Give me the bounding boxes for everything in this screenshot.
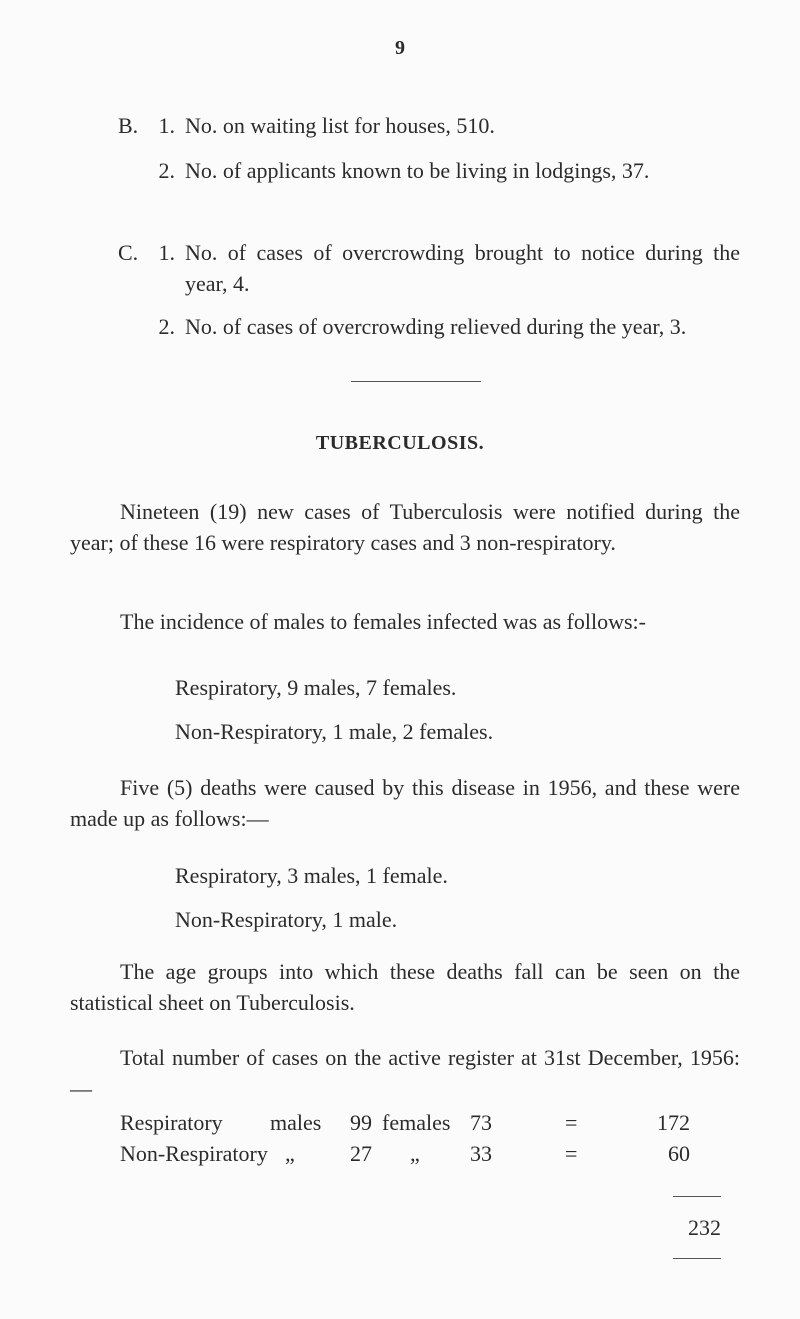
- incidence-line: Non-Respiratory, 1 male, 2 females.: [175, 719, 494, 744]
- grand-total: 232: [688, 1215, 721, 1240]
- table-row: [120, 1107, 720, 1138]
- item-text: No. of cases of overcrowding relieved during the year, 3.: [185, 314, 687, 339]
- page-number: 9: [395, 37, 405, 59]
- section-heading: TUBERCULOSIS.: [315, 432, 485, 454]
- paragraph-deaths: Five (5) deaths were caused by this disease in 1956, and these were made up as follows:—: [70, 775, 740, 831]
- section-letter: C.: [118, 240, 139, 265]
- males-value: 27: [350, 1141, 372, 1166]
- row-label: Respiratory: [120, 1110, 223, 1135]
- equals-sign: =: [565, 1110, 578, 1135]
- item-number: 1.: [158, 113, 175, 138]
- deaths-line: Non-Respiratory, 1 male.: [175, 907, 398, 932]
- item-text: No. on waiting list for houses, 510.: [185, 113, 495, 138]
- item-number: 2.: [158, 158, 175, 183]
- males-label: males: [270, 1110, 322, 1135]
- table-row: [120, 1138, 720, 1169]
- item-text: No. of applicants known to be living in lodgings, 37.: [185, 158, 650, 183]
- row-total: 60: [668, 1141, 690, 1166]
- item-number: 1.: [158, 240, 175, 265]
- females-label: females: [382, 1110, 451, 1135]
- equals-sign: =: [565, 1141, 578, 1166]
- incidence-line: Respiratory, 9 males, 7 females.: [175, 675, 457, 700]
- section-letter: B.: [118, 113, 139, 138]
- females-value: 33: [470, 1141, 492, 1166]
- males-label: „: [285, 1141, 295, 1166]
- deaths-line: Respiratory, 3 males, 1 female.: [175, 863, 448, 888]
- section-divider: [351, 381, 481, 382]
- row-label: Non-Respiratory: [120, 1141, 268, 1166]
- row-total: 172: [657, 1110, 690, 1135]
- paragraph-register: Total number of cases on the active register at 31st December, 1956:—: [70, 1045, 740, 1101]
- females-label: „: [410, 1141, 420, 1166]
- total-rule: [673, 1258, 721, 1259]
- total-rule: [673, 1196, 721, 1197]
- females-value: 73: [470, 1110, 492, 1135]
- paragraph-age-groups: The age groups into which these deaths fall can be seen on the statistical sheet on Tuberculosis.: [70, 959, 740, 1015]
- males-value: 99: [350, 1110, 372, 1135]
- paragraph-incidence: The incidence of males to females infected was as follows:-: [120, 609, 646, 634]
- item-number: 2.: [158, 314, 175, 339]
- paragraph-notified: Nineteen (19) new cases of Tuberculosis were notified during the year; of these 16 were respiratory cases and 3 non-respiratory.: [70, 499, 740, 555]
- item-text: No. of cases of overcrowding brought to notice during the year, 4.: [185, 240, 740, 296]
